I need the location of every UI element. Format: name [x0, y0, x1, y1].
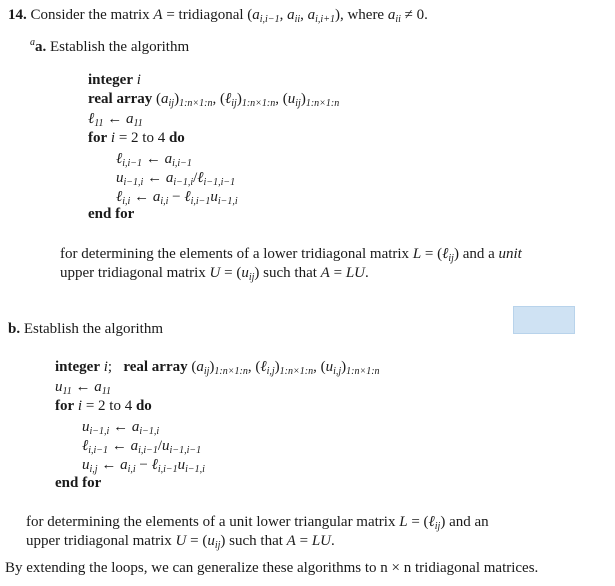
part-b-desc-line2: upper tridiagonal matrix $U = (u_{ij})$ such that A = LU. [26, 533, 335, 551]
part-a-code-line1: integer i [88, 72, 141, 88]
part-b-code-loop1: $u_{i-1,i}$ ← $a_{i-1,i}$ [82, 419, 160, 437]
part-a-heading [30, 34, 189, 56]
part-a-code-line3: ℓ$_{11}$ ← $a_{11}$ [88, 111, 143, 129]
part-a-desc-line2: upper tridiagonal matrix $U = (u_{ij})$ such that A = LU. [60, 265, 369, 283]
part-b-code-end: end for [55, 475, 102, 491]
part-a-code-loop2: $u_{i-1,i}$ ← $a_{i-1,i}/\ell_{i-1,i-1}$ [116, 170, 236, 188]
part-a-code-for: for i = 2 to 4 do [88, 130, 185, 146]
part-b-heading [8, 320, 163, 338]
highlight-box [513, 306, 575, 334]
part-a-marker: a [30, 37, 35, 48]
part-a-desc-line1: for determining the elements of a lower tridiagonal matrix L = (ℓ$_{ij}$) and a unit [60, 246, 522, 264]
part-b-code-line2: $u_{11}$ ← $a_{11}$ [55, 379, 112, 397]
part-a-code-loop1: ℓ$_{i,i-1}$ ← $a_{i,i-1}$ [116, 151, 192, 169]
part-b-code-loop3: $u_{i,j}$ ← $a_{i,i}$ − $\ell_{i,i-1}u_{i-1,i}$ [82, 457, 205, 475]
part-a-code-end: end for [88, 206, 135, 222]
part-b-code-loop2: ℓ$_{i,i-1}$ ← $a_{i,i-1}/u_{i-1,i-1}$ [82, 438, 202, 456]
part-b-label: b. [8, 321, 21, 337]
problem-intro: Consider the matrix [30, 7, 150, 23]
problem-statement: 14. Consider the matrix A = tridiagonal ($a_{i,i-1}$, $a_{ii}$, $a_{i,i+1}$), where $a_{ii} \ne 0$. [8, 7, 428, 25]
part-a-code-line2: real array $(a_{ij})_{1:n\times 1:n}$, $(\ell_{ij})_{1:n\times 1:n}$, $(u_{ij})_{1:n\times 1:n}$ [88, 91, 340, 109]
part-a-code-loop3: ℓ$_{i,i}$ ← $a_{i,i}$ − $\ell_{i,i-1}u_{i-1,i}$ [116, 189, 238, 207]
problem-number: 14. [8, 7, 27, 23]
part-a-label: a. [35, 39, 47, 55]
part-b-code-for: for i = 2 to 4 do [55, 398, 152, 414]
part-b-desc-line1: for determining the elements of a unit lower triangular matrix L = (ℓ$_{ij}$) and an [26, 514, 489, 532]
part-a-heading-text: Establish the algorithm [50, 39, 190, 55]
part-b-heading-text: Establish the algorithm [23, 321, 163, 337]
part-b-code-line1: integer i; real array $(a_{ij})_{1:n\times 1:n}$, $(\ell_{i,j})_{1:n\times 1:n}$, $(u_{i,j})_{1:n\times 1:n}$ [55, 359, 380, 377]
footer-note: By extending the loops, we can generalize these algorithms to n × n tridiagonal matrices. [5, 560, 539, 576]
